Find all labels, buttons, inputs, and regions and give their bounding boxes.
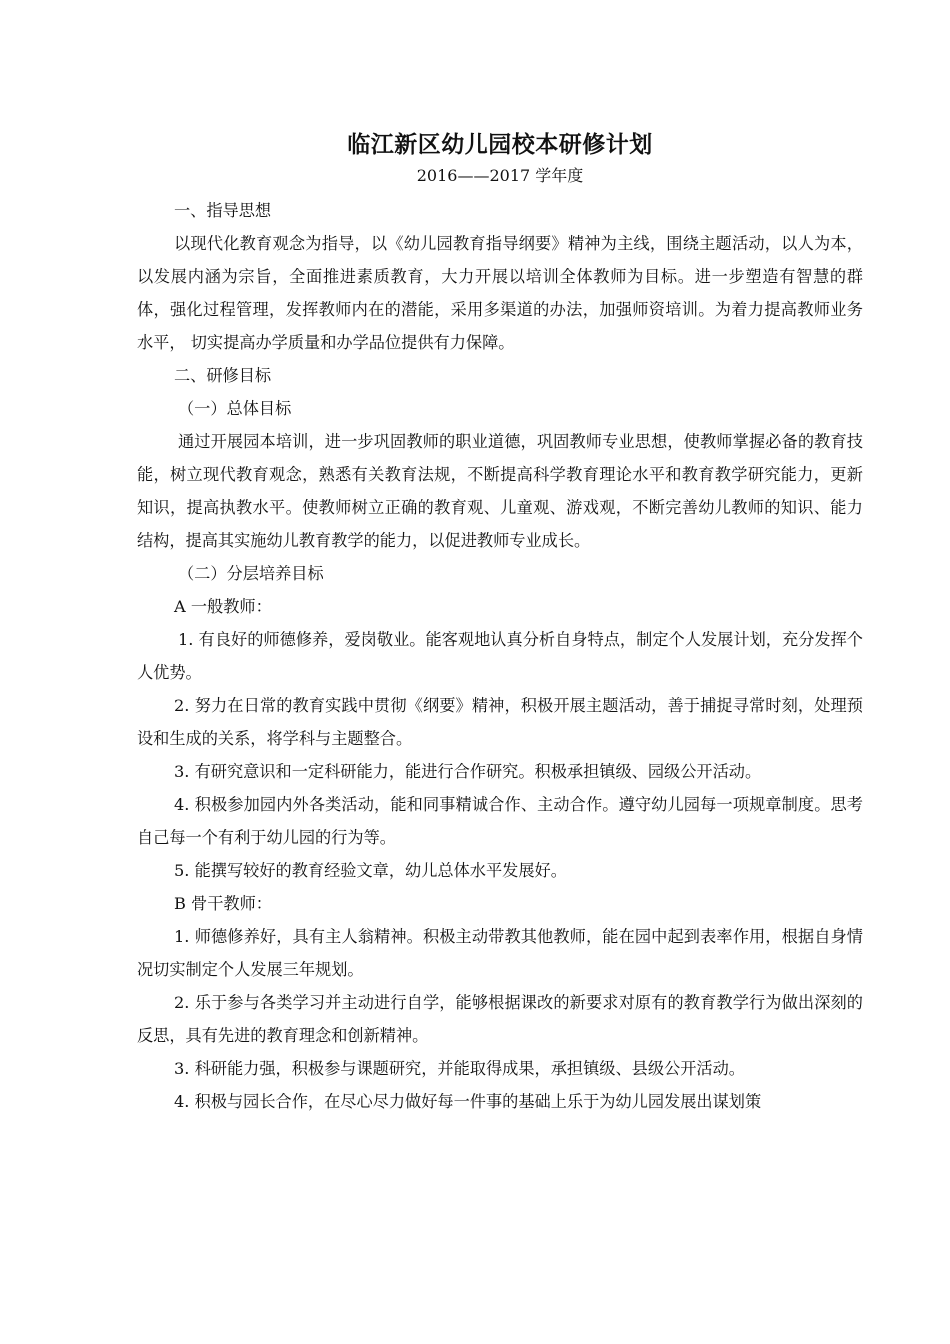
list-item: 3. 有研究意识和一定科研能力，能进行合作研究。积极承担镇级、园级公开活动。 (174, 762, 762, 781)
subsection-heading-layered-goals: （二）分层培养目标 (178, 564, 324, 583)
section-heading-guiding-ideology: 一、指导思想 (174, 201, 272, 220)
list-item: 1. 有良好的师德修养，爱岗敬业。能客观地认真分析自身特点，制定个人发展计划，充分发挥个人优势。 (137, 630, 863, 682)
section-heading-training-goals: 二、研修目标 (174, 366, 272, 385)
document-title: 临江新区幼儿园校本研修计划 (347, 132, 653, 158)
paragraph-guiding-ideology: 以现代化教育观念为指导，以《幼儿园教育指导纲要》精神为主线，围绕主题活动，以人为本，以发展内涵为宗旨，全面推进素质教育，大力开展以培训全体教师为目标。进一步塑造有智慧的群体，强化过程管理，发挥教师内在的潜能，采用多渠道的办法，加强师资培训。为着力提高教师业务水平， 切实提高办学质量和办学品位提供有力保障。 (137, 234, 863, 352)
paragraph-overall-goal: 通过开展园本培训，进一步巩固教师的职业道德，巩固教师专业思想，使教师掌握必备的教育技能，树立现代教育观念，熟悉有关教育法规，不断提高科学教育理论水平和教育教学研究能力，更新知识，提高执教水平。使教师树立正确的教育观、儿童观、游戏观，不断完善幼儿教师的知识、能力结构，提高其实施幼儿教育教学的能力，以促进教师专业成长。 (137, 432, 863, 550)
list-item: 4. 积极与园长合作，在尽心尽力做好每一件事的基础上乐于为幼儿园发展出谋划策 (174, 1092, 762, 1111)
list-item: 4. 积极参加园内外各类活动，能和同事精诚合作、主动合作。遵守幼儿园每一项规章制度。思考自己每一个有利于幼儿园的行为等。 (137, 795, 863, 847)
list-item: 2. 努力在日常的教育实践中贯彻《纲要》精神，积极开展主题活动，善于捕捉寻常时刻，处理预设和生成的关系，将学科与主题整合。 (137, 696, 863, 748)
list-item: 5. 能撰写较好的教育经验文章，幼儿总体水平发展好。 (174, 861, 567, 880)
document-body (137, 128, 863, 1118)
subsection-heading-overall-goal: （一）总体目标 (178, 399, 292, 418)
document-subtitle: 2016——2017 学年度 (416, 166, 584, 185)
group-heading-general-teachers: A 一般教师： (174, 597, 272, 616)
list-item: 1. 师德修养好，具有主人翁精神。积极主动带教其他教师，能在园中起到表率作用，根据自身情况切实制定个人发展三年规划。 (137, 927, 863, 979)
list-item: 3. 科研能力强，积极参与课题研究，并能取得成果，承担镇级、县级公开活动。 (174, 1059, 745, 1078)
group-heading-backbone-teachers: B 骨干教师： (174, 894, 272, 913)
list-item: 2. 乐于参与各类学习并主动进行自学，能够根据课改的新要求对原有的教育教学行为做出深刻的反思，具有先进的教育理念和创新精神。 (137, 993, 863, 1045)
